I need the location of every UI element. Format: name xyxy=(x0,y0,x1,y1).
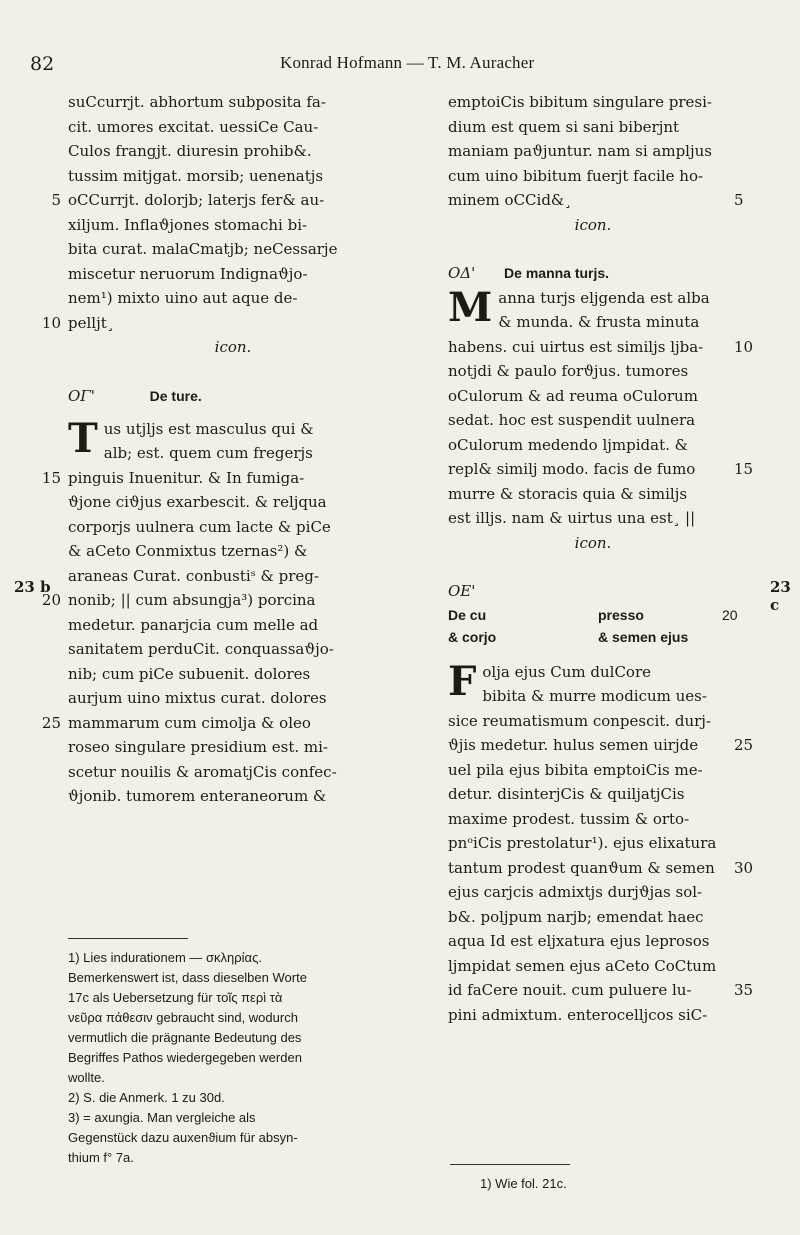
footnote-line: Begriffes Pathos wiedergegeben werden xyxy=(68,1050,302,1065)
line-text: Culos frangjt. diuresin prohib&. xyxy=(68,142,312,160)
line-text: suCcurrjt. abhortum subposita fa- xyxy=(68,93,326,111)
line-text: ljmpidat semen ejus aCeto CoCtum xyxy=(448,956,717,975)
icon-caption: icon. xyxy=(574,533,612,552)
line-text: sice reumatismum conpescit. durj- xyxy=(448,711,711,730)
text-line xyxy=(68,417,398,442)
text-line xyxy=(68,613,398,638)
line-text: olja ejus Cum dulCore xyxy=(482,662,651,681)
line-text: tussim mitjgat. morsib; uenenatjs xyxy=(68,166,324,185)
text-line xyxy=(68,490,398,515)
line-text: pini admixtum. enterocelljcos siC- xyxy=(448,1005,708,1024)
section-heading-two-part xyxy=(448,604,738,652)
line-text: tantum prodest quanϑum & semen xyxy=(448,858,715,877)
section-title: De manna turjs. xyxy=(504,265,610,281)
text-line xyxy=(68,213,398,238)
text-line xyxy=(68,115,398,140)
line-text: medetur. panarjcia cum melle ad xyxy=(68,615,319,634)
footnote-line: vermutlich die prägnante Bedeutung des xyxy=(68,1030,302,1045)
line-number: 5 xyxy=(734,191,744,209)
line-text: b&. poljpum narjb; emendat haec xyxy=(448,907,704,926)
text-line xyxy=(448,954,738,979)
line-text: nib; cum piCe subuenit. dolores xyxy=(68,664,311,683)
line-text: xiljum. Inflaϑjones stomachi bi- xyxy=(68,215,308,234)
line-text: araneas Curat. conbustiˢ & preg- xyxy=(68,566,319,585)
section-heading xyxy=(448,261,738,286)
text-line xyxy=(448,709,738,734)
text-line xyxy=(448,684,738,709)
text-line xyxy=(448,929,738,954)
text-line xyxy=(448,782,738,807)
line-text: mammarum cum cimolja & oleo xyxy=(68,713,311,732)
line-text: roseo singulare presidium est. mi- xyxy=(68,738,328,756)
line-text: ϑjone ciϑjus exarbescit. & reljqua xyxy=(68,493,327,511)
section-heading xyxy=(448,579,738,604)
footnote-line: 3) = axungia. Man vergleiche als xyxy=(68,1110,256,1125)
icon-caption: icon. xyxy=(574,215,612,234)
line-text: aqua Id est eljxatura ejus leprosos xyxy=(448,932,710,950)
section-code: OE' xyxy=(448,582,476,600)
footnote-rule xyxy=(68,938,188,939)
text-line xyxy=(448,188,744,213)
line-text: oCulorum & ad reuma oCulorum xyxy=(448,386,698,405)
page-number: 82 xyxy=(30,53,55,75)
line-text: corporjs uulnera cum lacte & piCe xyxy=(68,517,331,536)
text-line xyxy=(448,115,738,140)
line-text: & aCeto Conmixtus tzernas²) & xyxy=(68,542,308,560)
line-text: cum uino bibitum fuerjt facile ho- xyxy=(448,166,704,185)
line-text: miscetur neruorum Indignaϑjo- xyxy=(68,264,308,283)
footnotes-left xyxy=(68,948,398,1168)
line-text: sedat. hoc est suspendit uulnera xyxy=(448,411,696,429)
line-text: notjdi & paulo forϑjus. tumores xyxy=(448,362,689,380)
text-line xyxy=(68,662,398,687)
line-text: dium est quem si sani biberjnt xyxy=(448,117,680,136)
heading-right-1: presso xyxy=(598,606,644,623)
text-line xyxy=(448,758,738,783)
footnote-line: 17c als Uebersetzung für τοῖς περὶ τὰ xyxy=(68,990,283,1005)
text-line xyxy=(68,237,398,262)
footnote-line: Bemerkenswert ist, dass dieselben Worte xyxy=(68,970,307,985)
footnote-line: thium f° 7a. xyxy=(68,1150,134,1165)
text-line xyxy=(41,711,398,736)
text-line xyxy=(51,188,398,213)
drop-capital: M xyxy=(448,283,493,331)
heading-left-1: De cu xyxy=(448,606,487,623)
margin-folio-note: 23 c xyxy=(770,578,791,614)
text-line xyxy=(68,286,398,311)
line-text: uel pila ejus bibita emptoiCis me- xyxy=(448,760,703,779)
line-text: repl& similj modo. facis de fumo xyxy=(448,460,696,478)
line-text: & munda. & frusta minuta xyxy=(498,313,700,331)
line-text: nonib; || cum absungja³) porcina xyxy=(68,591,316,609)
line-number: 10 xyxy=(734,337,754,356)
line-text: alb; est. quem cum fregerjs xyxy=(103,444,313,462)
text-line xyxy=(448,482,738,507)
line-text: bita curat. malaCmatjb; neCessarje xyxy=(68,240,338,258)
text-line xyxy=(448,660,738,685)
text-line xyxy=(448,457,754,482)
line-text: detur. disinterjCis & quiljatjCis xyxy=(448,785,685,803)
running-head: Konrad Hofmann — T. M. Auracher xyxy=(280,53,535,72)
line-text: oCCurrjt. dolorjb; laterjs fer& au- xyxy=(68,191,325,209)
text-line xyxy=(68,262,398,287)
drop-capital: T xyxy=(68,414,98,462)
text-line xyxy=(68,686,398,711)
section-title: De ture. xyxy=(149,388,202,404)
text-line xyxy=(68,164,398,189)
text-line xyxy=(448,1003,738,1028)
text-line xyxy=(448,807,738,832)
heading-left-2: & corjo xyxy=(448,628,497,645)
line-text: id faCere nouit. cum puluere lu- xyxy=(448,981,692,999)
footnote-line: νεῦρα πάθεσιν gebraucht sind, wodurch xyxy=(68,1010,298,1025)
line-text: minem oCCid&¸ xyxy=(448,191,572,209)
section-code: OΓ' xyxy=(68,387,95,405)
line-number: 10 xyxy=(41,313,61,332)
drop-capital: F xyxy=(448,657,477,705)
text-line xyxy=(448,335,754,360)
line-text: habens. cui uirtus est similjs ljba- xyxy=(448,337,704,356)
text-line xyxy=(448,359,738,384)
line-number: 30 xyxy=(734,858,754,877)
text-line xyxy=(68,539,398,564)
margin-folio-note: 23 b xyxy=(14,578,51,596)
text-line xyxy=(448,905,738,930)
footnote-right: 1) Wie fol. 21c. xyxy=(480,1176,567,1191)
text-line xyxy=(68,784,398,809)
line-text: oCulorum medendo ljmpidat. & xyxy=(448,435,688,454)
text-line xyxy=(68,441,398,466)
text-line xyxy=(448,408,738,433)
line-text: nem¹) mixto uino aut aque de- xyxy=(68,289,298,307)
line-number: 25 xyxy=(41,713,61,732)
line-number: 20 xyxy=(41,591,61,609)
text-line xyxy=(448,90,738,115)
line-text: ϑjonib. tumorem enteraneorum & xyxy=(68,787,327,805)
text-line xyxy=(41,311,398,336)
footnote-line: 2) S. die Anmerk. 1 zu 30d. xyxy=(68,1090,225,1105)
line-text: est illjs. nam & uirtus una est¸ || xyxy=(448,509,696,527)
line-text: emptoiCis bibitum singulare presi- xyxy=(448,93,712,111)
text-line xyxy=(68,637,398,662)
line-text: cit. umores excitat. uessiCe Cau- xyxy=(68,117,319,136)
text-line xyxy=(448,506,738,531)
text-line xyxy=(68,139,398,164)
line-number: 5 xyxy=(51,191,61,209)
footnote-rule xyxy=(450,1164,570,1165)
icon-caption: icon. xyxy=(214,338,252,356)
line-number: 35 xyxy=(734,981,754,999)
line-text: aurjum uino mixtus curat. dolores xyxy=(68,689,327,707)
section-code: OΔ' xyxy=(448,264,476,282)
right-column xyxy=(448,90,754,1027)
footnote-line: wollte. xyxy=(68,1070,105,1085)
text-line xyxy=(41,466,398,491)
line-text: maxime prodest. tussim & orto- xyxy=(448,809,690,828)
line-number: 20 xyxy=(722,606,738,623)
text-line xyxy=(68,564,398,589)
text-line xyxy=(448,310,738,335)
line-text: anna turjs eljgenda est alba xyxy=(498,288,710,307)
section-heading xyxy=(68,384,398,409)
text-line xyxy=(68,735,398,760)
line-text: maniam paϑjuntur. nam si ampljus xyxy=(448,142,712,160)
footnote-line: 1) Lies indurationem — σκληρίας. xyxy=(68,950,262,965)
text-line xyxy=(68,515,398,540)
text-line xyxy=(41,588,398,613)
text-line xyxy=(448,139,738,164)
page-header xyxy=(30,53,790,83)
text-line xyxy=(448,856,754,881)
footnote-line: Gegenstück dazu auxenϑium für absyn- xyxy=(68,1130,298,1145)
line-text: ϑjis medetur. hulus semen uirjde xyxy=(448,736,699,754)
text-line xyxy=(68,90,398,115)
text-line xyxy=(448,880,738,905)
text-line xyxy=(448,978,754,1003)
heading-right-2: & semen ejus xyxy=(598,628,689,645)
line-text: ejus carjcis admixtjs durjϑjas sol- xyxy=(448,883,703,901)
text-line xyxy=(448,286,738,311)
line-text: bibita & murre modicum ues- xyxy=(482,687,707,705)
line-text: pelljt¸ xyxy=(68,313,115,332)
line-number: 25 xyxy=(734,736,754,754)
text-line xyxy=(448,433,738,458)
line-text: us utjljs est masculus qui & xyxy=(103,419,314,438)
text-line xyxy=(448,384,738,409)
line-number: 15 xyxy=(734,460,754,478)
text-line xyxy=(448,733,754,758)
line-text: pinguis Inuenitur. & In fumiga- xyxy=(68,468,305,487)
line-number: 15 xyxy=(41,468,61,487)
left-column xyxy=(41,90,398,809)
line-text: murre & storacis quia & similjs xyxy=(448,484,688,503)
text-line xyxy=(448,831,738,856)
line-text: pnᵒiCis prestolatur¹). ejus elixatura xyxy=(448,834,717,852)
text-line xyxy=(68,760,398,785)
line-text: sanitatem perduCit. conquassaϑjo- xyxy=(68,640,334,658)
line-text: scetur nouilis & aromatjCis confec- xyxy=(68,762,337,781)
text-line xyxy=(448,164,738,189)
